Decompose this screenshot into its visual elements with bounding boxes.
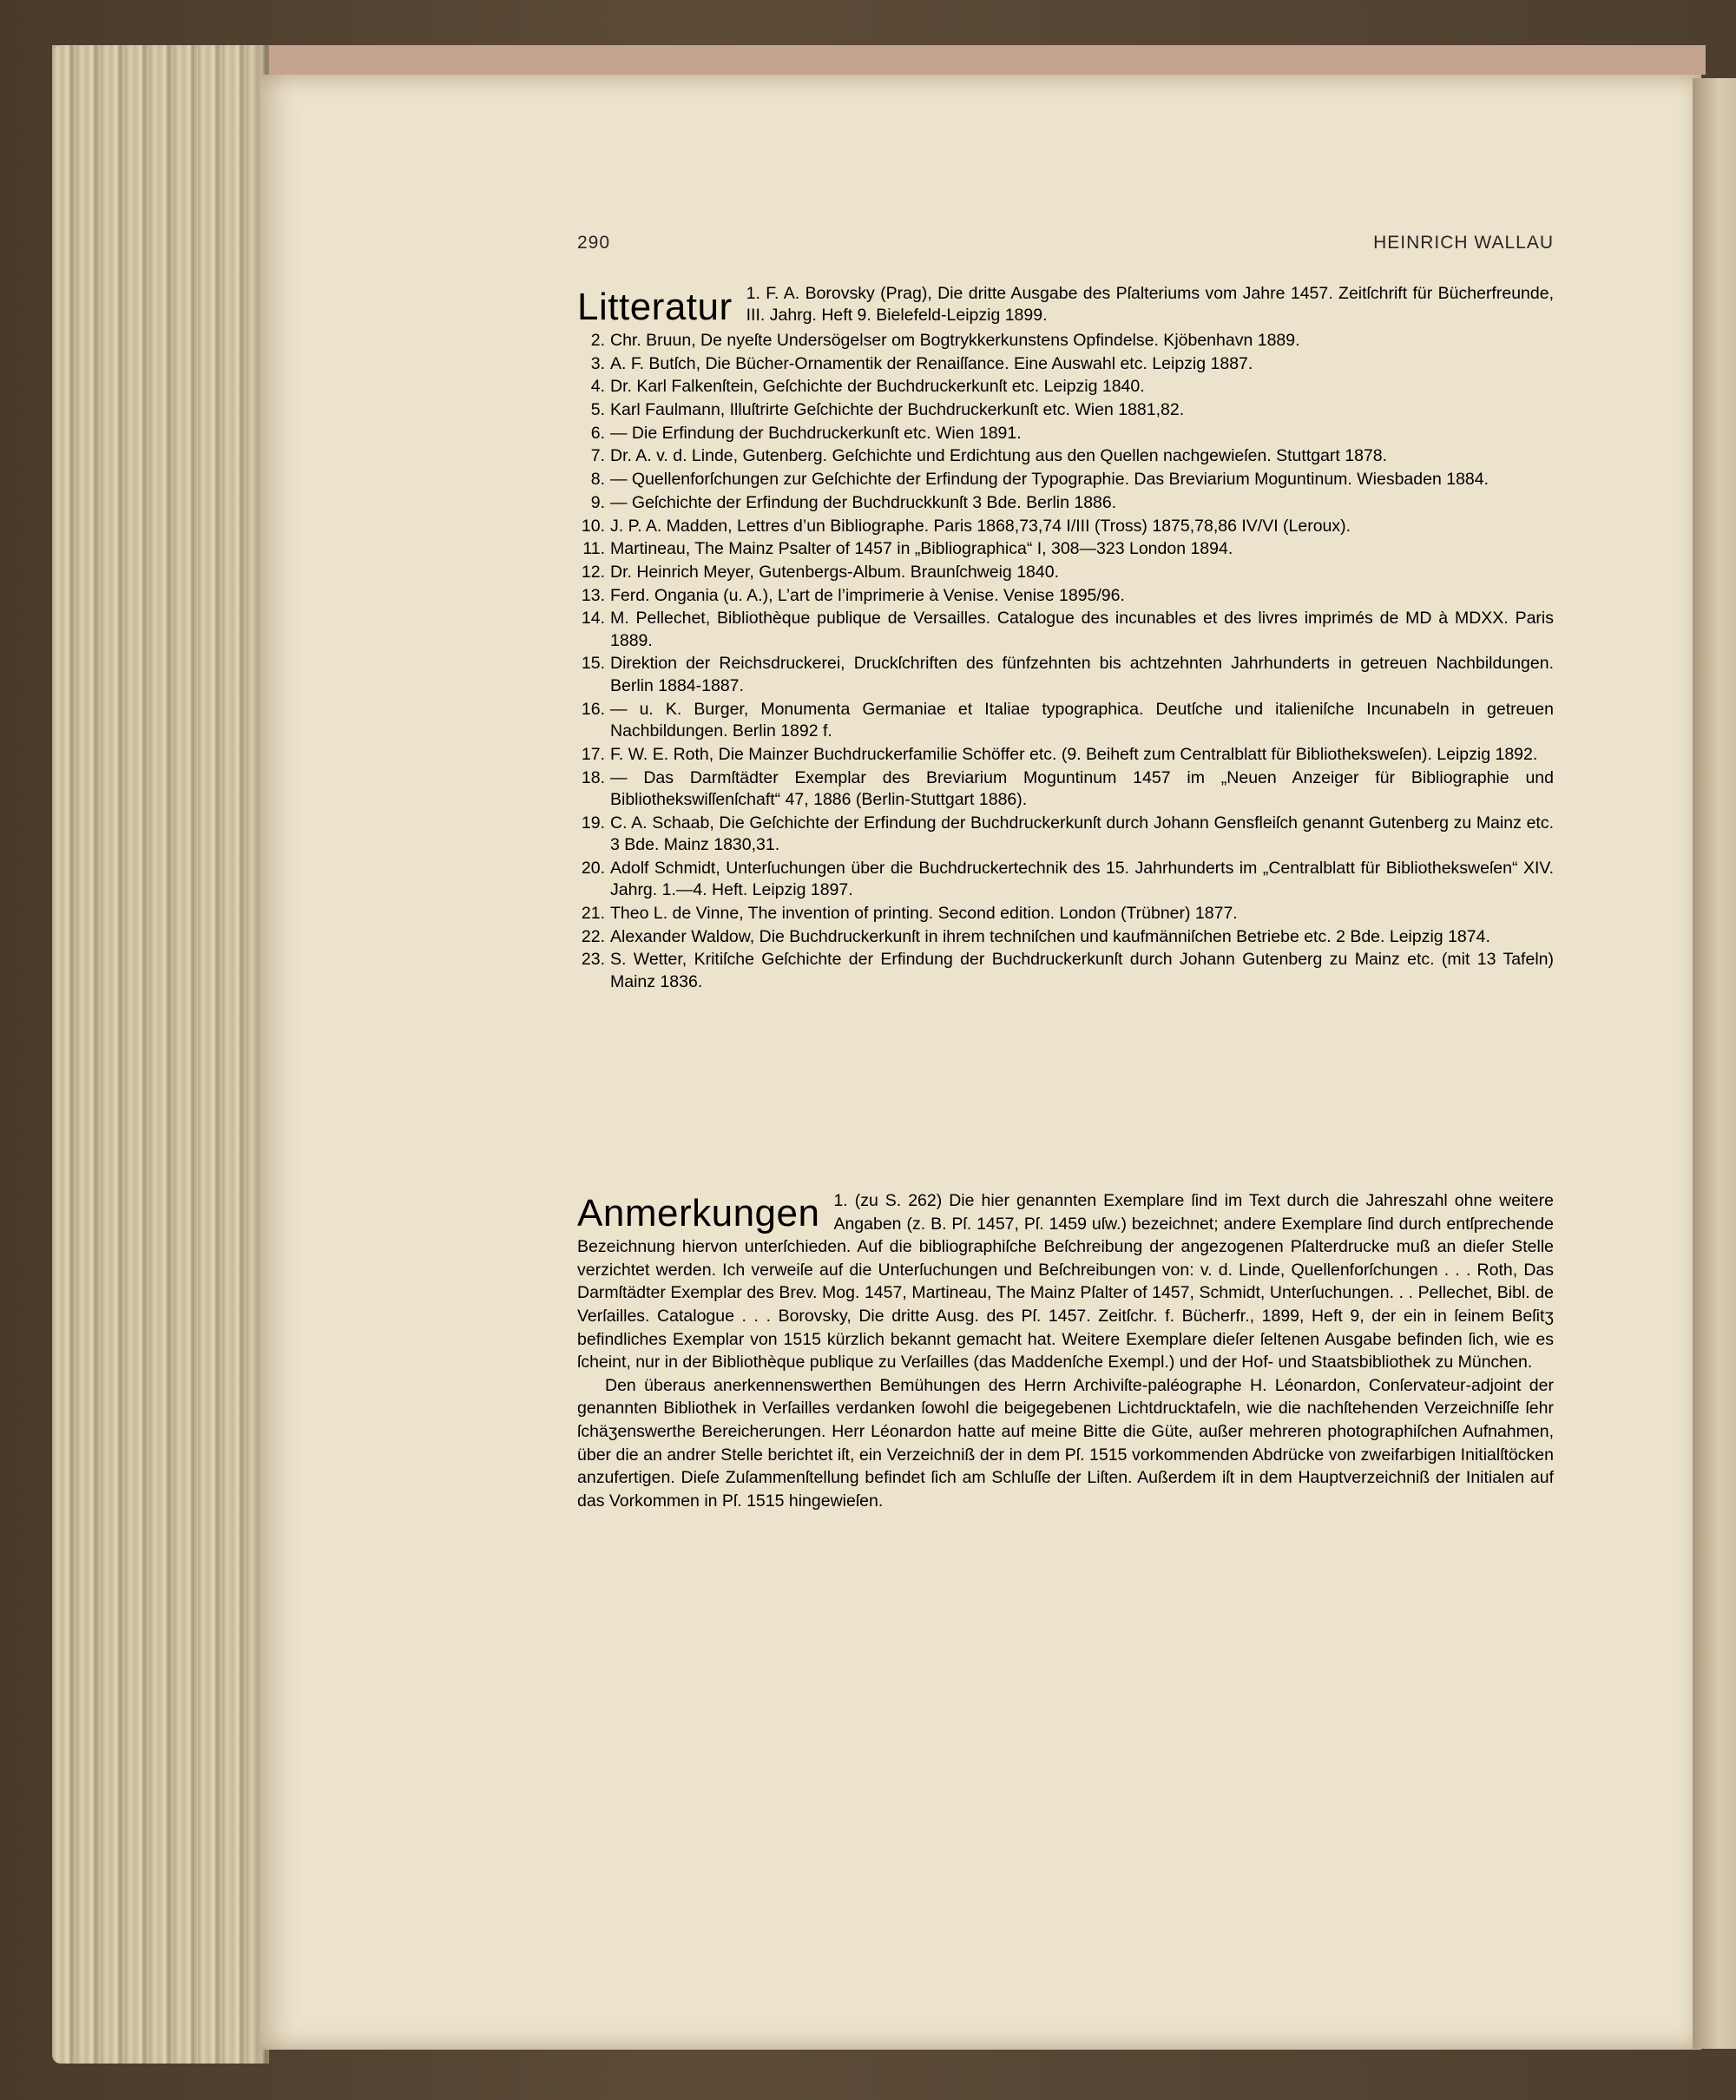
- entry-number: 21.: [581, 904, 605, 924]
- entry-number: 2.: [590, 331, 605, 350]
- entry-text: Karl Faulmann, Illuſtrirte Geſchichte der Buchdruckerkunſt etc. Wien 1881,82.: [610, 400, 1185, 420]
- entry-number: 8.: [590, 470, 605, 490]
- entry-number: 3.: [590, 353, 605, 373]
- litteratur-entry: [577, 699, 1554, 743]
- entry-number: 23.: [581, 950, 605, 970]
- page-number: 290: [577, 233, 611, 253]
- entry-number: 20.: [581, 858, 605, 878]
- litteratur-entry: [577, 330, 1554, 352]
- entry-text: Adolf Schmidt, Unterſuchungen über die Buchdruckertechnik des 15. Jahrhunderts im „Centralblatt für Bibliotheksweſen“ XIV. Jahrg. 1.—4. Heft. Leipzig 1897.: [610, 858, 1554, 900]
- entry-text: Theo L. de Vinne, The invention of printing. Second edition. London (Trübner) 1877.: [610, 904, 1238, 924]
- entry-text: Direktion der Reichsdruckerei, Druckſchriften des fünfzehnten bis achtzehnten Jahrhunderts in getreuen Nachbildungen. Berlin 1884-1887.: [610, 654, 1554, 695]
- entry-number: 5.: [590, 400, 605, 420]
- entry-text: — Geſchichte der Erfindung der Buchdruckkunſt 3 Bde. Berlin 1886.: [610, 492, 1117, 512]
- litteratur-entry-1: 1. F. A. Borovsky (Prag), Die dritte Ausgabe des Pſalteriums vom Jahre 1457. Zeitſchrift für Bücherfreunde, III. Jahrg. Heft 9. Bielefeld-Leipzig 1899.: [746, 284, 1554, 325]
- litteratur-entry: [577, 492, 1554, 515]
- entry-text: S. Wetter, Kritiſche Geſchichte der Erfindung der Buchdruckerkunſt durch Johann Gutenberg zu Mainz etc. (mit 13 Tafeln) Mainz 1836.: [610, 950, 1554, 991]
- anmerkungen-heading: Anmerkungen: [577, 1192, 820, 1234]
- entry-number: 7.: [590, 446, 605, 466]
- page-edges: [52, 45, 269, 2064]
- litteratur-heading: Litteratur: [577, 286, 733, 328]
- entry-text: Dr. Heinrich Meyer, Gutenbergs-Album. Braunſchweig 1840.: [610, 562, 1059, 582]
- litteratur-entry: [577, 423, 1554, 445]
- entry-text: Alexander Waldow, Die Buchdruckerkunſt in ihrem techniſchen und kaufmänniſchen Betriebe etc. 2 Bde. Leipzig 1874.: [610, 926, 1490, 946]
- litteratur-entry: [577, 445, 1554, 468]
- entry-number: 19.: [581, 813, 605, 833]
- litteratur-entry: [577, 926, 1554, 949]
- entry-number: 4.: [590, 377, 605, 397]
- litteratur-entry: [577, 858, 1554, 902]
- anmerkungen-paragraph-2: Den überaus anerkennenswerthen Bemühungen des Herrn Archiviſte-paléographe H. Léonardon, Conſervateur-adjoint der genannten Bibliothek in Verſailles verdanken ſowohl die beigegebenen Lichtdrucktafeln, wie die nachſtehenden Verzeichniſſe ſehr ſchäʒenswerthe Bereicherungen. Herr Léonardon hatte auf meine Bitte die Güte, außer mehreren photographiſchen Aufnahmen, über die an andrer Stelle berichtet iſt, ein Verzeichniß der in dem Pſ. 1515 vorkommenden Abdrücke von zweifarbigen Initialſtöcken anzufertigen. Dieſe Zuſammenſtellung befindet ſich am Schluſſe der Liſten. Außerdem iſt in dem Hauptverzeichniß der Initialen auf das Vorkommen in Pſ. 1515 hingewieſen.: [577, 1375, 1554, 1511]
- entry-number: 6.: [590, 423, 605, 443]
- litteratur-entry: [577, 538, 1554, 561]
- entry-text: — u. K. Burger, Monumenta Germaniae et Italiae typographica. Deutſche und italieniſche Incunabeln in getreuen Nachbildungen. Berlin 1892 f.: [610, 699, 1554, 741]
- entry-number: 9.: [590, 492, 605, 512]
- entry-number: 11.: [582, 539, 605, 559]
- entry-number: 12.: [581, 562, 605, 582]
- entry-text: F. W. E. Roth, Die Mainzer Buchdruckerfamilie Schöffer etc. (9. Beiheft zum Centralblatt für Bibliotheksweſen). Leipzig 1892.: [610, 744, 1538, 764]
- entry-number: 10.: [581, 516, 605, 536]
- entry-text: Chr. Bruun, De nyeſte Undersögelser om Bogtrykkerkunstens Opfindelse. Kjöbenhavn 1889.: [610, 331, 1300, 350]
- entry-text: — Die Erfindung der Buchdruckerkunſt etc. Wien 1891.: [610, 423, 1022, 443]
- litteratur-entry: [577, 399, 1554, 422]
- litteratur-entry: [577, 562, 1554, 584]
- litteratur-entry: [577, 653, 1554, 697]
- entry-number: 17.: [581, 744, 605, 764]
- litteratur-entry: [577, 608, 1554, 652]
- entry-number: 18.: [581, 767, 605, 787]
- litteratur-section: [577, 283, 1554, 995]
- litteratur-entry: [577, 767, 1554, 812]
- entry-text: A. F. Butſch, Die Bücher-Ornamentik der Renaiſſance. Eine Auswahl etc. Leipzig 1887.: [610, 353, 1253, 373]
- entry-number: 14.: [581, 609, 605, 629]
- litteratur-entry: [577, 353, 1554, 376]
- litteratur-list: [577, 330, 1554, 993]
- entry-text: Ferd. Ongania (u. A.), L’art de l’imprimerie à Venise. Venise 1895/96.: [610, 585, 1125, 605]
- entry-number: 13.: [581, 585, 605, 605]
- litteratur-entry: [577, 585, 1554, 608]
- facing-page-edge: [1693, 78, 1736, 2049]
- running-head: [577, 233, 1554, 259]
- litteratur-entry: [577, 516, 1554, 538]
- running-head-author: HEINRICH WALLAU: [1373, 233, 1554, 253]
- litteratur-entry: [577, 949, 1554, 993]
- anmerkungen-paragraph-1: 1. (zu S. 262) Die hier genannten Exemplare ſind im Text durch die Jahreszahl ohne weitere Angaben (z. B. Pſ. 1457, Pſ. 1459 uſw.) bezeichnet; andere Exemplare ſind durch entſprechende Bezeichnung hiervon unterſchieden. Auf die bibliographiſche Beſchreibung der angezogenen Pſalterdrucke muß an dieſer Stelle verzichtet werden. Ich verweiſe auf die Unterſuchungen und Beſchreibungen von: v. d. Linde, Quellenforſchungen . . . Roth, Das Darmſtädter Exemplar des Brev. Mog. 1457, Martineau, The Mainz Pſalter of 1457, Schmidt, Unterſuchungen. . . Pellechet, Bibl. de Verſailles. Catalogue . . . Borovsky, Die dritte Ausg. des Pſ. 1457. Zeitſchr. f. Bücherfr., 1899, Heft 9, der ein in ſeinem Beſitʒ befindliches Exemplar von 1515 kürzlich bekannt gemacht hat. Weitere Exemplare dieſer ſeltenen Ausgabe befinden ſich, wie es ſcheint, nur in der Bibliothèque publique zu Verſailles (das Maddenſche Exempl.) und der Hof- und Staatsbibliothek zu München.: [577, 1191, 1554, 1373]
- entry-text: Dr. Karl Falkenſtein, Geſchichte der Buchdruckerkunſt etc. Leipzig 1840.: [610, 377, 1145, 397]
- anmerkungen-section: [577, 1189, 1554, 1512]
- litteratur-entry: [577, 376, 1554, 398]
- litteratur-entry: [577, 903, 1554, 925]
- entry-text: M. Pellechet, Bibliothèque publique de Versailles. Catalogue des incunables et des livres imprimés de MD à MDXX. Paris 1889.: [610, 609, 1554, 650]
- entry-number: 16.: [581, 699, 605, 719]
- entry-number: 15.: [581, 654, 605, 674]
- entry-text: C. A. Schaab, Die Geſchichte der Erfindung der Buchdruckerkunſt durch Johann Gensfleiſch genannt Gutenberg zu Mainz etc. 3 Bde. Mainz 1830,31.: [610, 813, 1554, 855]
- book-top-edge: [52, 45, 1706, 75]
- litteratur-entry: [577, 469, 1554, 491]
- entry-text: Martineau, The Mainz Psalter of 1457 in „Bibliographica“ I, 308—323 London 1894.: [610, 539, 1233, 559]
- entry-number: 22.: [581, 926, 605, 946]
- litteratur-entry: [577, 813, 1554, 857]
- entry-text: Dr. A. v. d. Linde, Gutenberg. Geſchichte und Erdichtung aus den Quellen nachgewieſen. Stuttgart 1878.: [610, 446, 1388, 466]
- litteratur-entry: [577, 744, 1554, 767]
- entry-text: J. P. A. Madden, Lettres d’un Bibliographe. Paris 1868,73,74 I/III (Tross) 1875,78,86 IV/VI (Leroux).: [610, 516, 1351, 536]
- entry-text: — Quellenforſchungen zur Geſchichte der Erfindung der Typographie. Das Breviarium Moguntinum. Wiesbaden 1884.: [610, 470, 1489, 490]
- entry-text: — Das Darmſtädter Exemplar des Breviarium Moguntinum 1457 im „Neuen Anzeiger für Bibliographie und Bibliothekswiſſenſchaft“ 47, 1886 (Berlin-Stuttgart 1886).: [610, 767, 1554, 809]
